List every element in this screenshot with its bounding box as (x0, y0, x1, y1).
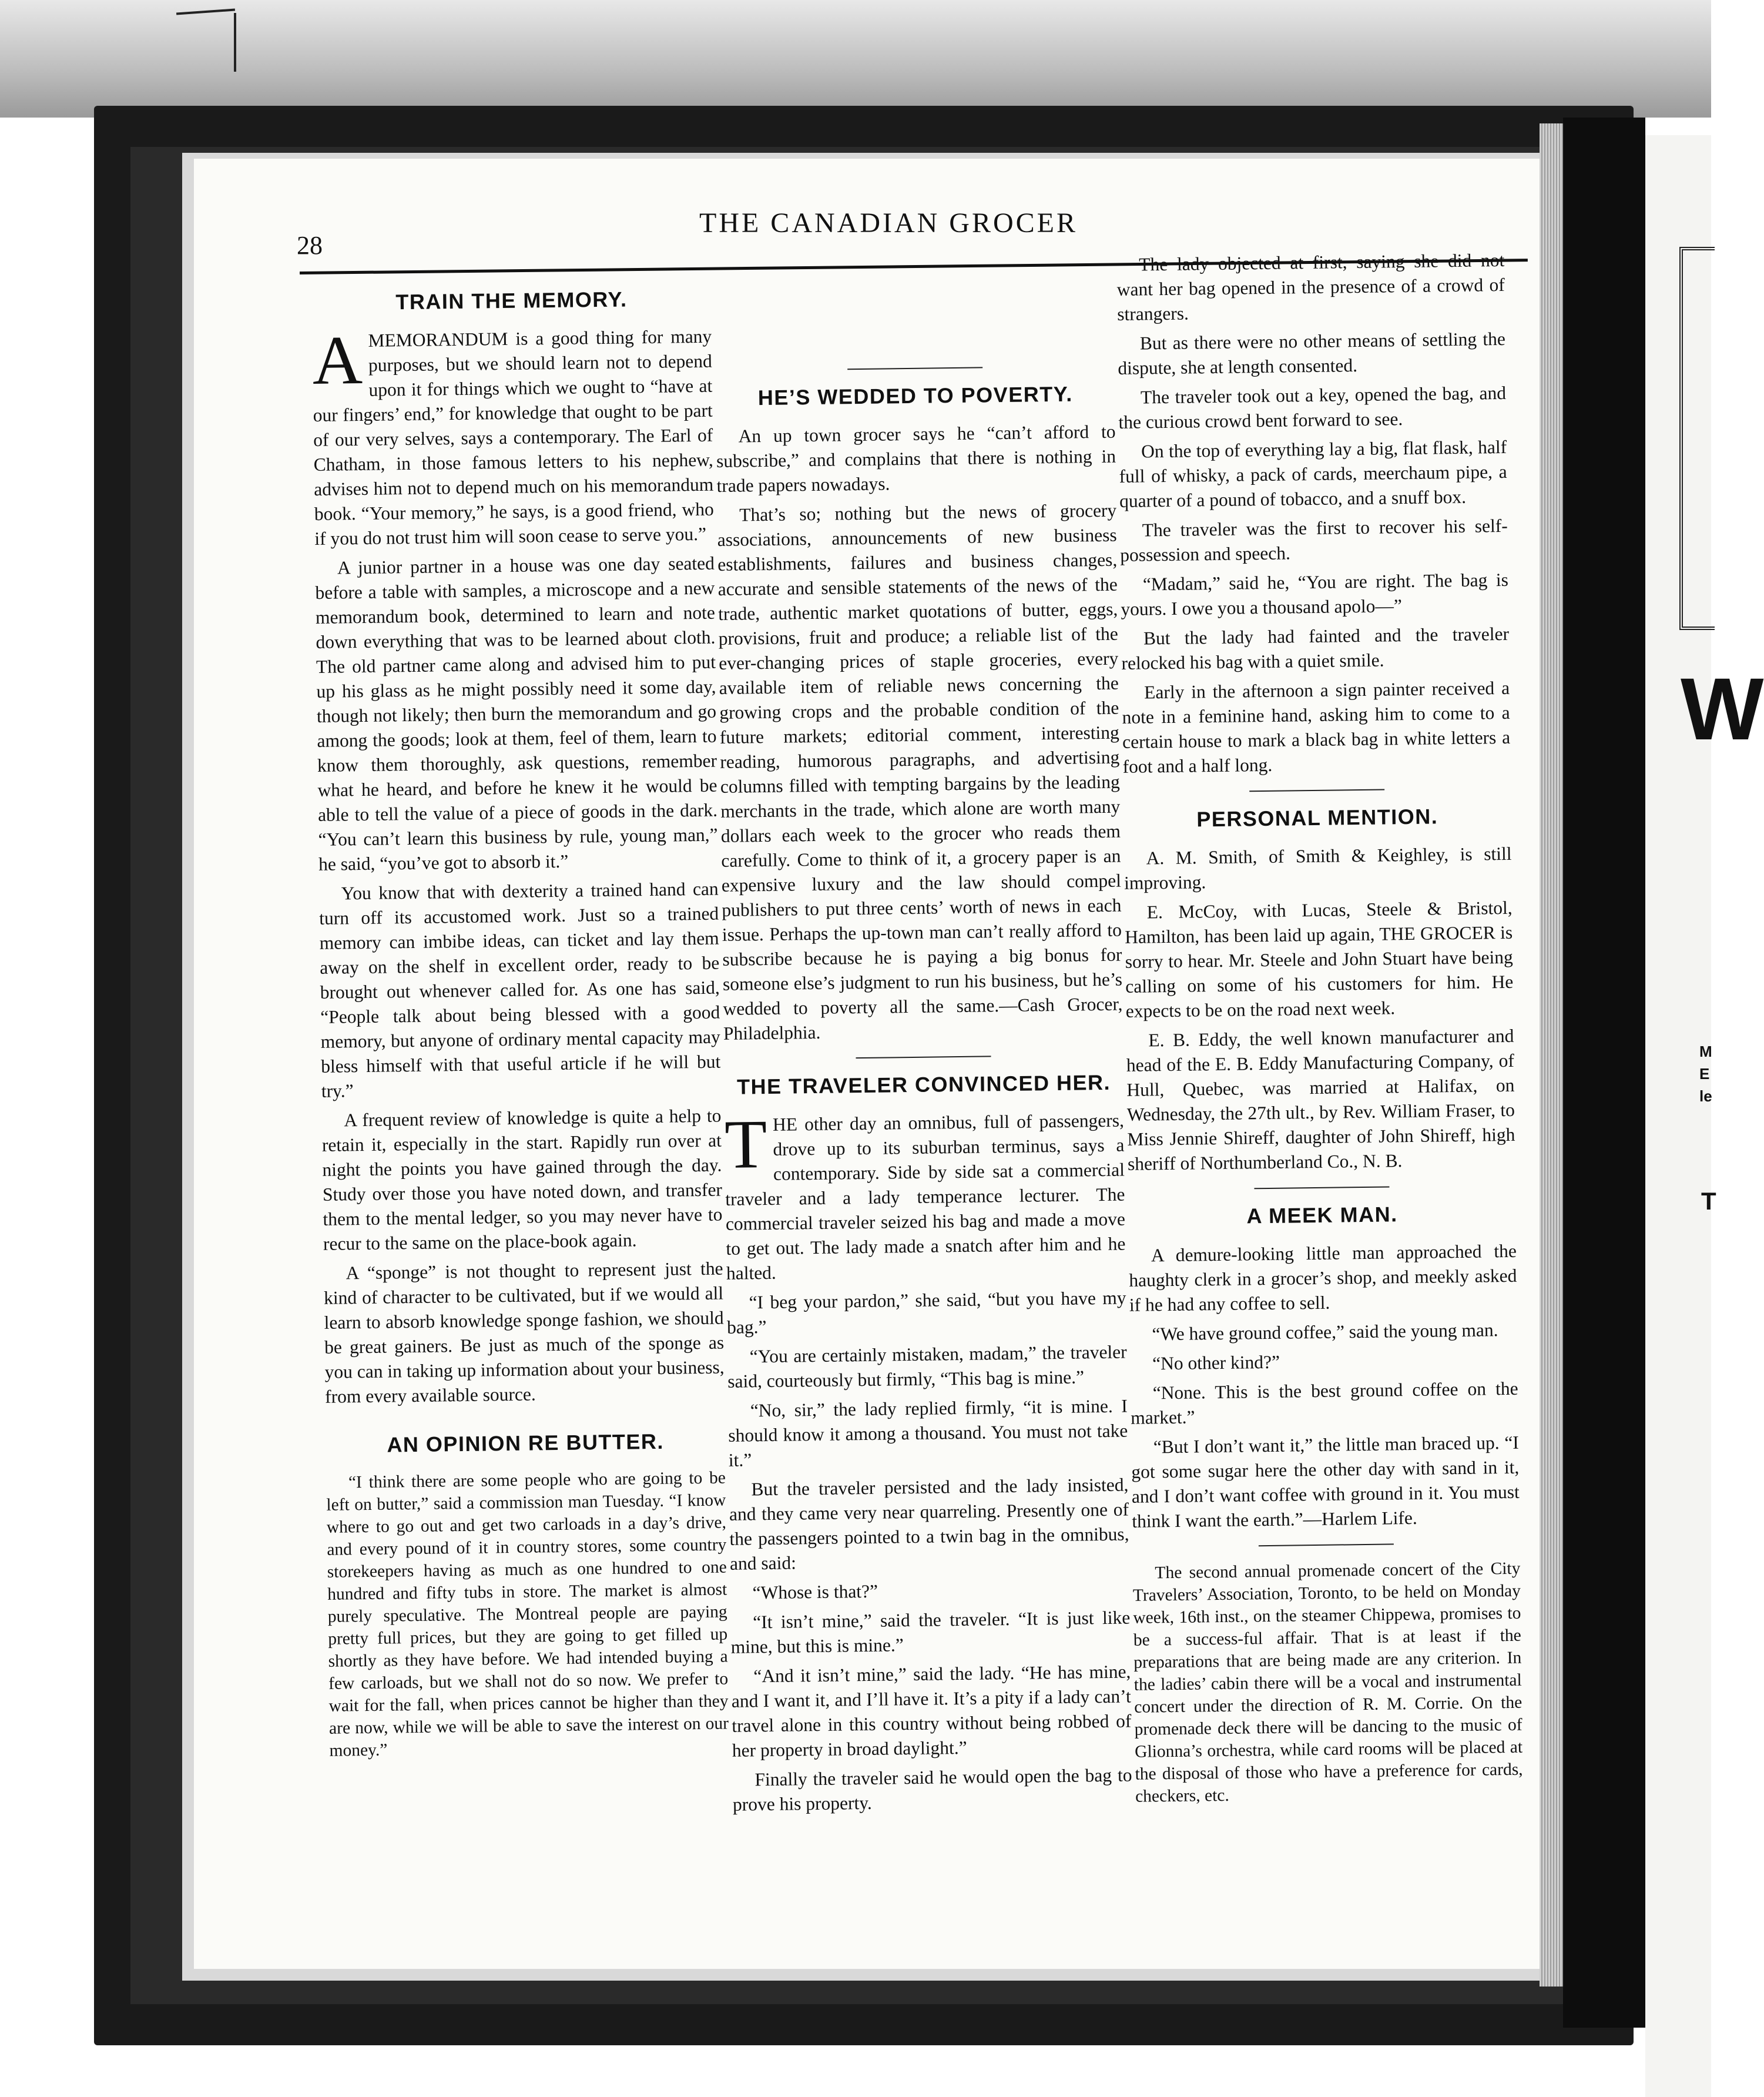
page-number: 28 (297, 231, 323, 260)
article-paragraph: A “sponge” is not thought to represent just the kind of character to be cultivated, but if we would all learn to absorb knowledge sponge fashion, we should be great gainers. Be just as much of the sponge as you can in taking up information about your business, from every available source. (323, 1258, 725, 1407)
article-paragraph: “None. This is the best ground coffee on the market.” (1131, 1378, 1518, 1428)
article-paragraph: AMEMORANDUM is a good thing for many purposes, but we should learn not to depend upon it for things which we ought to “have at our fingers’ end,” for knowledge that ought to be part of our very selves, says a contemporary. The Earl of Chatham, in those famous letters to his nephew, advises him not to depend much on his memorandum book. “Your memory,” he says, is a good friend, who if you do not trust him will soon cease to serve you.” (311, 321, 714, 549)
article-paragraph: A. M. Smith, of Smith & Keighley, is still improving. (1124, 843, 1512, 893)
article-paragraph: “Whose is that?” (752, 1580, 878, 1603)
article-paragraph: On the top of everything lay a big, flat flask, half full of whisky, a pack of cards, meerchaum pipe, a quarter of a pound of tobacco, and a snuff box. (1119, 436, 1507, 511)
article-paragraph: “I think there are some people who are going to be left on butter,” said a commission man Tuesday. “I know where to go out and get two carloads in a day’s drive, and every pound of it in country stores, some country storekeepers having as much as one hundred to one hundred and fifty tubs in store. The market is almost purely speculative. The Montreal people are paying pretty full prices, but they are going to get filled up shortly as they have before. We had intended buying a few carloads, but we shall not do so now. We prefer to wait for the fall, when prices cannot be higher than they are now, while we will be able to save the interest on our money.” (326, 1468, 729, 1760)
facing-page-letters: M E le (1699, 1043, 1712, 1105)
facing-page-letter: W (1681, 659, 1764, 758)
article-paragraph: A junior partner in a house was one day seated before a table with samples, a microscope and a new memorandum book, determined to learn and note down everything that was to be learned about cloth. The old partner came along and advised him to put up his glass as he might possibly need it some day, though not likely; then burn the memorandum and go among the goods; look at them, feel of them, learn to know them thoroughly, ask questions, remember what he heard, and before he knew it he would be able to tell the value of a piece of goods in the dark. “You can’t learn this business by rule, young man,” he said, “you’ve got to absorb it.” (315, 552, 718, 875)
article-title: TRAIN THE MEMORY. (395, 287, 628, 314)
drop-cap: T (724, 1106, 768, 1183)
article-paragraph: E. B. Eddy, the well known manufacturer and head of the E. B. Eddy Manufacturing Company, of Hull, Quebec, was married at Halifax, on Wednesday, the 27th ult., by Rev. William Fraser, to Miss Jennie Shireff, daughter of John Shireff, high sheriff of Northumberland Co., N. B. (1126, 1025, 1515, 1174)
article-paragraph: But the lady had fainted and the traveler relocked his bag with a quiet smile. (1121, 623, 1510, 674)
article-paragraph: Early in the afternoon a sign painter received a note in a feminine hand, asking him to come to a certain house to mark a black bag in white letters a foot and a half long. (1122, 677, 1511, 777)
facing-page-ad-frame (1679, 247, 1715, 630)
article-paragraph: The second annual promenade concert of the City Travelers’ Association, Toronto, to be held on Monday week, 16th inst., on the steamer Chippewa, promises to be a success-ful affair. That is at least if the preparations that are being made are any criterion. In the ladies’ cabin there will be a vocal and instrumental concert under the direction of R. M. Corrie. On the promenade deck there will be dancing to the music of Glionna’s orchestra, while card rooms will be placed at the disposal of those who have a preference for cards, checkers, etc. (1132, 1559, 1523, 1806)
section-rule (1259, 1543, 1394, 1546)
article-title: THE TRAVELER CONVINCED HER. (736, 1070, 1111, 1099)
article-title: HE’S WEDDED TO POVERTY. (757, 381, 1073, 410)
section-rule (1254, 1186, 1389, 1189)
article-title: AN OPINION RE BUTTER. (387, 1429, 665, 1457)
article-paragraph: But the traveler persisted and the lady insisted, and they came very near quarreling. Presently one of the passengers pointed to a twin bag in the omnibus, and said: (729, 1474, 1129, 1574)
article-paragraph: “No, sir,” the lady replied firmly, “it is mine. I should know it among a thousand. You must not take it.” (728, 1395, 1128, 1470)
article-paragraph: “It isn’t mine,” said the traveler. “It is just like mine, but this is mine.” (730, 1607, 1131, 1657)
page-edges (1540, 123, 1563, 1987)
corner-mark (234, 13, 236, 72)
running-head: THE CANADIAN GROCER (699, 207, 1078, 239)
section-rule (856, 1056, 991, 1058)
article-paragraph: “I beg your pardon,” she said, “but you have my bag.” (726, 1287, 1126, 1338)
article-paragraph: “Madam,” said he, “You are right. The bag is yours. I owe you a thousand apolo—” (1121, 569, 1509, 619)
article-paragraph: “But I don’t want it,” the little man braced up. “I got some sugar here the other day with sand in it, and I don’t want coffee with ground in it. You must think I want the earth.”—Harlem Life. (1131, 1432, 1520, 1532)
scan-background (0, 0, 1711, 118)
article-paragraph: An up town grocer says he “can’t afford to subscribe,” and complains that there is nothing in trade papers nowadays. (716, 421, 1116, 496)
article-paragraph: THE other day an omnibus, full of passengers, drove up to its suburban terminus, says a contemporary. Side by side sat a commercial traveler and a lady temperance lecturer. The commercial traveler seized his bag and made a move to get out. The lady made a snatch after him and he halted. (724, 1106, 1126, 1284)
article-paragraph: A frequent review of knowledge is quite a help to retain it, especially in the start. Rapidly run over at night the points you have gained through the day. Study over those you have noted down, and transfer them to the mental ledger, so you may never have to recur to the same on the place-book again. (321, 1105, 723, 1254)
section-rule (847, 367, 982, 370)
article-title: A MEEK MAN. (1246, 1202, 1398, 1228)
article-paragraph: “No other kind?” (1152, 1351, 1280, 1374)
article-paragraph: But as there were no other means of settling the dispute, she at length consented. (1118, 328, 1506, 378)
article-paragraph: E. McCoy, with Lucas, Steele & Bristol, Hamilton, has been laid up again, THE GROCER is sorry to hear. Mr. Steele and John Stuart have being calling on some of his customers for him. He expects to be on the road next week. (1125, 897, 1514, 1021)
article-paragraph: The traveler was the first to recover his self-possession and speech. (1120, 515, 1508, 565)
column-1 (311, 277, 729, 1760)
article-title: PERSONAL MENTION. (1196, 804, 1438, 832)
facing-page-letter: T (1701, 1187, 1716, 1215)
section-rule (1249, 789, 1384, 792)
article-paragraph: A demure-looking little man approached the haughty clerk in a grocer’s shop, and meekly asked if he had any coffee to sell. (1129, 1240, 1517, 1315)
drop-cap: A (311, 321, 363, 399)
column-3 (1116, 248, 1523, 1808)
article-paragraph: “We have ground coffee,” said the young man. (1152, 1319, 1498, 1345)
column-2 (714, 260, 1132, 1817)
article-paragraph: You know that with dexterity a trained hand can turn off its accustomed work. Just so a trained memory can imbibe ideas, can ticket and lay them away on the shelf in excellent order, ready to be brought out whenever called for. As one has said, “People talk about being blessed with a good memory, but anyone of ordinary mental capacity may bless himself with that useful article if he will but try.” (319, 878, 721, 1101)
article-paragraph: Finally the traveler said he would open the bag to prove his property. (732, 1764, 1132, 1815)
article-paragraph: That’s so; nothing but the news of grocery associations, announcements of new business establishments, failures and business changes, accurate and sensible statements of the news of the trade, authentic market quotations of butter, eggs, provisions, fruit and produce; a reliable list of the ever-changing prices of staple groceries, every available item of reliable news concerning the growing crops and the probable condition of the future markets; editorial comment, interesting reading, humorous paragraphs, and advertising columns filled with tempting bargains by the leading merchants in the trade, which alone are worth many dollars each week to the grocer who reads them carefully. Come to think of it, a grocery paper is an expensive luxury and the law should compel publishers to put three cents’ worth of news in each issue. Perhaps the up-town man can’t really afford to subscribe because he is paying a big bonus for someone else’s judgment to run his business, but he’s wedded to poverty all the same.—Cash Grocer, Philadelphia. (717, 500, 1123, 1044)
book-gutter (1563, 118, 1645, 2028)
article-paragraph: “You are certainly mistaken, madam,” the traveler said, courteously but firmly, “This bag is mine.” (727, 1341, 1127, 1392)
article-paragraph: The traveler took out a key, opened the bag, and the curious crowd bent forward to see. (1118, 382, 1507, 433)
article-paragraph: The lady objected at first, saying she did not want her bag opened in the presence of a crowd of strangers. (1116, 249, 1505, 324)
article-paragraph: “And it isn’t mine,” said the lady. “He has mine, and I want it, and I’ll have it. It’s a pity if a lady can’t travel alone in this country without being robbed of her property in broad daylight.” (731, 1661, 1132, 1761)
